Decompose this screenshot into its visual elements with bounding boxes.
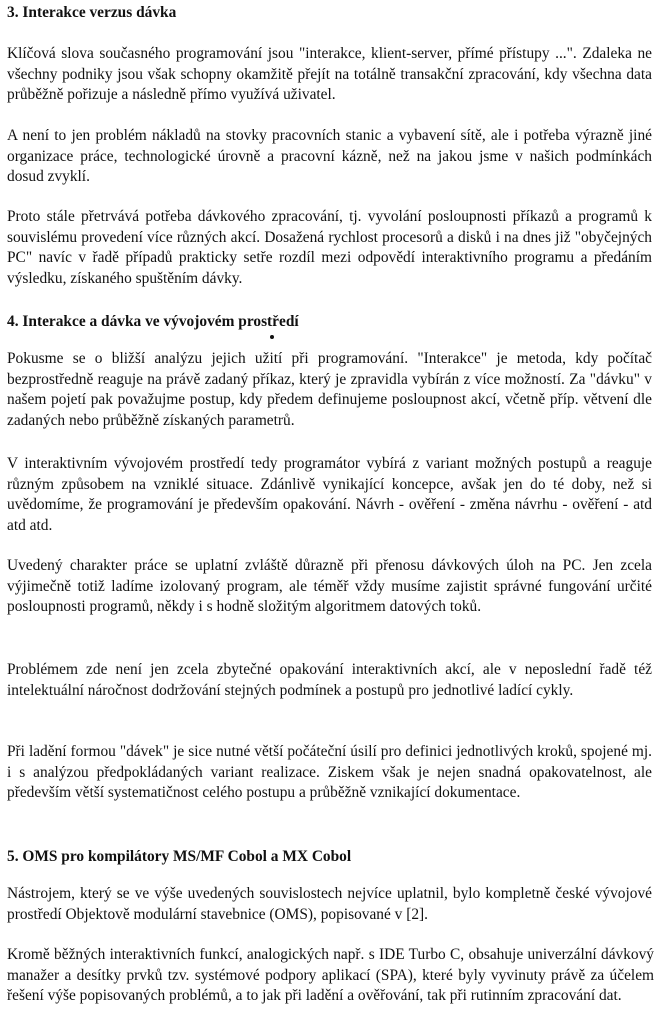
paragraph: A není to jen problém nákladů na stovky pracovních stanic a vybavení sítě, ale i potřeba výrazně jiné organizace práce, technologické úrovně a pracovní kázně, než na jakou jsme v našich podmínkách dosud zvyklí.	[7, 127, 652, 186]
section-heading-3: 3. Interakce verzus dávka	[7, 4, 177, 21]
paragraph: Kromě běžných interaktivních funkcí, analogických např. s IDE Turbo C, obsahuje univerzální dávkový manažer a desítky prvků tzv. systémové podpory aplikací (SPA), které byly vyvinuty právě za účelem řešení výše popisovaných problémů, a to jak při ladění a ověřování, tak při rutinním zpracování dat.	[7, 946, 654, 1005]
paragraph: Proto stále přetrvává potřeba dávkového zpracování, tj. vyvolání posloupnosti příkazů a programů k souvislému provedení více různých akcí. Dosažená rychlost procesorů a disků i na dnes již "obyčejných PC" navíc v řadě případů prakticky setře rozdíl mezi odpovědí interaktivního programu a předáním výsledku, získaného spuštěním dávky.	[7, 208, 652, 287]
paragraph: V interaktivním vývojovém prostředí tedy programátor vybírá z variant možných postupů a reaguje různým způsobem na vzniklé situace. Zdánlivě vynikající koncepce, avšak jen do té doby, než si uvědomíme, že programování je především opakování. Návrh - ověření - změna návrhu - ověření - atd atd atd.	[7, 455, 652, 534]
paragraph: Pokusme se o bližší analýzu jejich užití při programování. "Interakce" je metoda, kdy počítač bezprostředně reaguje na právě zadaný příkaz, který je zpravidla vybírán z více možností. Za "dávku" v našem pojetí pak považujme postup, kdy předem definujeme posloupnost akcí, včetně příp. větvení dle zadaných nebo průběžně získaných parametrů.	[7, 350, 652, 429]
section-heading-4: 4. Interakce a dávka ve vývojovém prostředí	[7, 313, 299, 330]
paragraph: Uvedený charakter práce se uplatní zvláště důrazně při přenosu dávkových úloh na PC. Jen zcela výjimečně totiž ladíme izolovaný program, ale téměř vždy musíme zajistit správné fungování určité posloupnosti programů, někdy i s hodně složitým algoritmem datových toků.	[7, 557, 652, 616]
paragraph: Nástrojem, který se ve výše uvedených souvislostech nejvíce uplatnil, bylo kompletně české vývojové prostředí Objektově modulární stavebnice (OMS), popisované v [2].	[7, 885, 652, 923]
paragraph: Při ladění formou "dávek" je sice nutné větší počáteční úsilí pro definici jednotlivých kroků, spojené mj. i s analýzou předpokládaných variant realizace. Ziskem však je nejen snadná opakovatelnost, ale především větší systematičnost celého postupu a průběžně vznikající dokumentace.	[7, 743, 652, 802]
bullet-mark	[270, 335, 274, 339]
paragraph: Klíčová slova současného programování jsou "interakce, klient-server, přímé přístupy ...". Zdaleka ne všechny podniky jsou však schopny okamžitě přejít na totálně transakční zpracování, kdy všechna data průběžně pořizuje a následně přímo využívá uživatel.	[7, 45, 652, 104]
paragraph: Problémem zde není jen zcela zbytečné opakování interaktivních akcí, ale v neposlední řadě též intelektuální náročnost dodržování stejných podmínek a postupů pro jednotlivé ladící cykly.	[7, 661, 652, 699]
section-heading-5: 5. OMS pro kompilátory MS/MF Cobol a MX Cobol	[7, 848, 352, 865]
